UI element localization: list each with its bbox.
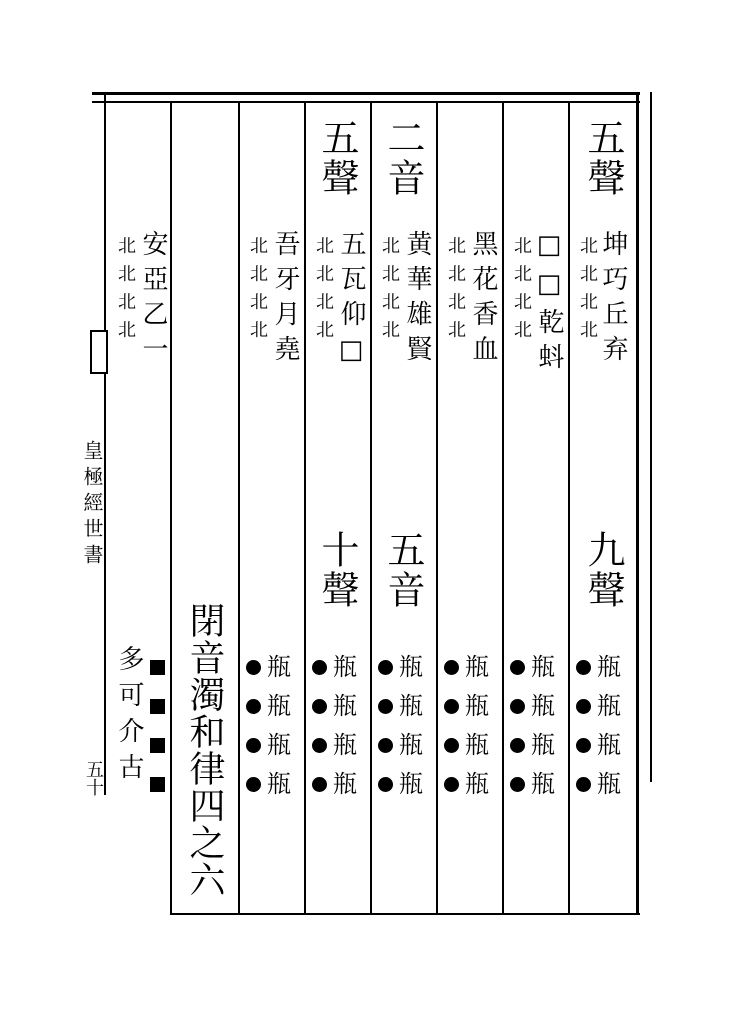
col1-lower-heading: 九聲 bbox=[581, 530, 625, 610]
mark-row bbox=[246, 771, 291, 797]
col3-upper-words: 黑花香血 bbox=[468, 230, 498, 370]
mark-char: 瓶 bbox=[531, 731, 555, 759]
circle-marker bbox=[510, 777, 525, 792]
circle-marker bbox=[378, 660, 393, 675]
mark-char: 瓶 bbox=[399, 731, 423, 759]
circle-marker bbox=[576, 699, 591, 714]
column-divider bbox=[304, 103, 306, 913]
mark-char: 瓶 bbox=[333, 653, 357, 681]
circle-marker bbox=[246, 777, 261, 792]
mark-char: 瓶 bbox=[267, 653, 291, 681]
mark-row bbox=[246, 693, 291, 719]
circle-marker bbox=[312, 660, 327, 675]
col5-upper-markers: 北北北北 bbox=[313, 236, 334, 348]
top-rule-inner bbox=[92, 101, 640, 103]
circle-marker bbox=[444, 699, 459, 714]
mark-row bbox=[510, 732, 555, 758]
circle-marker bbox=[378, 699, 393, 714]
mark-row bbox=[378, 732, 423, 758]
column-divider bbox=[370, 103, 372, 913]
circle-marker bbox=[246, 699, 261, 714]
mark-char: 瓶 bbox=[597, 692, 621, 720]
mark-row bbox=[378, 693, 423, 719]
circle-marker bbox=[246, 738, 261, 753]
mark-char: 瓶 bbox=[267, 770, 291, 798]
col2-upper-words: □□乾蚪 bbox=[534, 230, 564, 378]
mark-char: 瓶 bbox=[531, 770, 555, 798]
col1-upper-words: 坤巧丘弃 bbox=[598, 230, 628, 370]
mark-char: 瓶 bbox=[333, 770, 357, 798]
square-marker bbox=[150, 660, 165, 675]
circle-marker bbox=[444, 660, 459, 675]
circle-marker bbox=[510, 660, 525, 675]
margin-book-title: 皇極經世書 bbox=[80, 440, 104, 570]
last-col-lower-words: 多可介古 bbox=[114, 645, 144, 789]
margin-fishtail bbox=[90, 330, 108, 374]
last-col-upper-words: 安亞乙一 bbox=[138, 230, 168, 370]
mark-row bbox=[576, 654, 621, 680]
mark-char: 瓶 bbox=[597, 731, 621, 759]
mark-char: 瓶 bbox=[465, 653, 489, 681]
mark-char: 瓶 bbox=[531, 653, 555, 681]
col4-upper-words: 黄華雄賢 bbox=[402, 230, 432, 370]
mark-row bbox=[510, 654, 555, 680]
mark-row bbox=[312, 771, 357, 797]
col4-upper-heading: 二音 bbox=[381, 118, 425, 198]
col4-lower-heading: 五音 bbox=[381, 530, 425, 610]
left-border bbox=[104, 95, 106, 795]
column-divider bbox=[238, 103, 240, 913]
circle-marker bbox=[444, 738, 459, 753]
mark-row bbox=[576, 693, 621, 719]
col5-lower-heading: 十聲 bbox=[315, 530, 359, 610]
circle-marker bbox=[576, 738, 591, 753]
col4-upper-markers: 北北北北 bbox=[379, 236, 400, 348]
col6-upper-markers: 北北北北 bbox=[247, 236, 268, 348]
column-divider bbox=[436, 103, 438, 913]
mark-char: 瓶 bbox=[333, 731, 357, 759]
col2-upper-markers: 北北北北 bbox=[511, 236, 532, 348]
circle-marker bbox=[576, 660, 591, 675]
mark-char: 瓶 bbox=[465, 770, 489, 798]
circle-marker bbox=[378, 738, 393, 753]
circle-marker bbox=[312, 699, 327, 714]
column-divider bbox=[170, 103, 172, 913]
square-marker bbox=[150, 777, 165, 792]
top-rule bbox=[92, 92, 640, 95]
right-border bbox=[636, 92, 639, 915]
circle-marker bbox=[576, 777, 591, 792]
mark-row bbox=[312, 732, 357, 758]
square-marker bbox=[150, 738, 165, 753]
mark-row bbox=[378, 654, 423, 680]
section-title: 閉音濁和律四之六 bbox=[184, 602, 225, 898]
circle-marker bbox=[510, 738, 525, 753]
mark-char: 瓶 bbox=[267, 692, 291, 720]
mark-row bbox=[576, 771, 621, 797]
col1-upper-heading: 五聲 bbox=[581, 118, 625, 198]
mark-char: 瓶 bbox=[597, 770, 621, 798]
mark-char: 瓶 bbox=[531, 692, 555, 720]
last-col-upper-markers: 北北北北 bbox=[115, 236, 136, 348]
col6-upper-words: 吾牙月堯 bbox=[270, 230, 300, 370]
mark-row bbox=[246, 654, 291, 680]
col5-upper-words: 五瓦仰□ bbox=[336, 230, 366, 374]
col3-upper-markers: 北北北北 bbox=[445, 236, 466, 348]
circle-marker bbox=[312, 738, 327, 753]
circle-marker bbox=[378, 777, 393, 792]
mark-row bbox=[444, 771, 489, 797]
mark-char: 瓶 bbox=[597, 653, 621, 681]
mark-char: 瓶 bbox=[399, 653, 423, 681]
mark-char: 瓶 bbox=[399, 770, 423, 798]
mark-char: 瓶 bbox=[399, 692, 423, 720]
mark-row bbox=[312, 654, 357, 680]
mark-row bbox=[246, 732, 291, 758]
mark-char: 瓶 bbox=[465, 731, 489, 759]
column-divider bbox=[568, 103, 570, 913]
margin-page-number: 五十 bbox=[83, 760, 104, 796]
circle-marker bbox=[246, 660, 261, 675]
mark-row bbox=[510, 771, 555, 797]
mark-row bbox=[444, 693, 489, 719]
bottom-rule bbox=[170, 913, 640, 915]
circle-marker bbox=[444, 777, 459, 792]
mark-char: 瓶 bbox=[333, 692, 357, 720]
mark-row bbox=[444, 654, 489, 680]
mark-row bbox=[510, 693, 555, 719]
column-divider bbox=[502, 103, 504, 913]
right-edge-shadow bbox=[650, 92, 652, 782]
col1-upper-markers: 北北北北 bbox=[577, 236, 598, 348]
square-marker bbox=[150, 699, 165, 714]
mark-row bbox=[576, 732, 621, 758]
mark-char: 瓶 bbox=[465, 692, 489, 720]
mark-row bbox=[312, 693, 357, 719]
mark-char: 瓶 bbox=[267, 731, 291, 759]
mark-row bbox=[444, 732, 489, 758]
circle-marker bbox=[510, 699, 525, 714]
mark-row bbox=[378, 771, 423, 797]
col5-upper-heading: 五聲 bbox=[315, 118, 359, 198]
circle-marker bbox=[312, 777, 327, 792]
